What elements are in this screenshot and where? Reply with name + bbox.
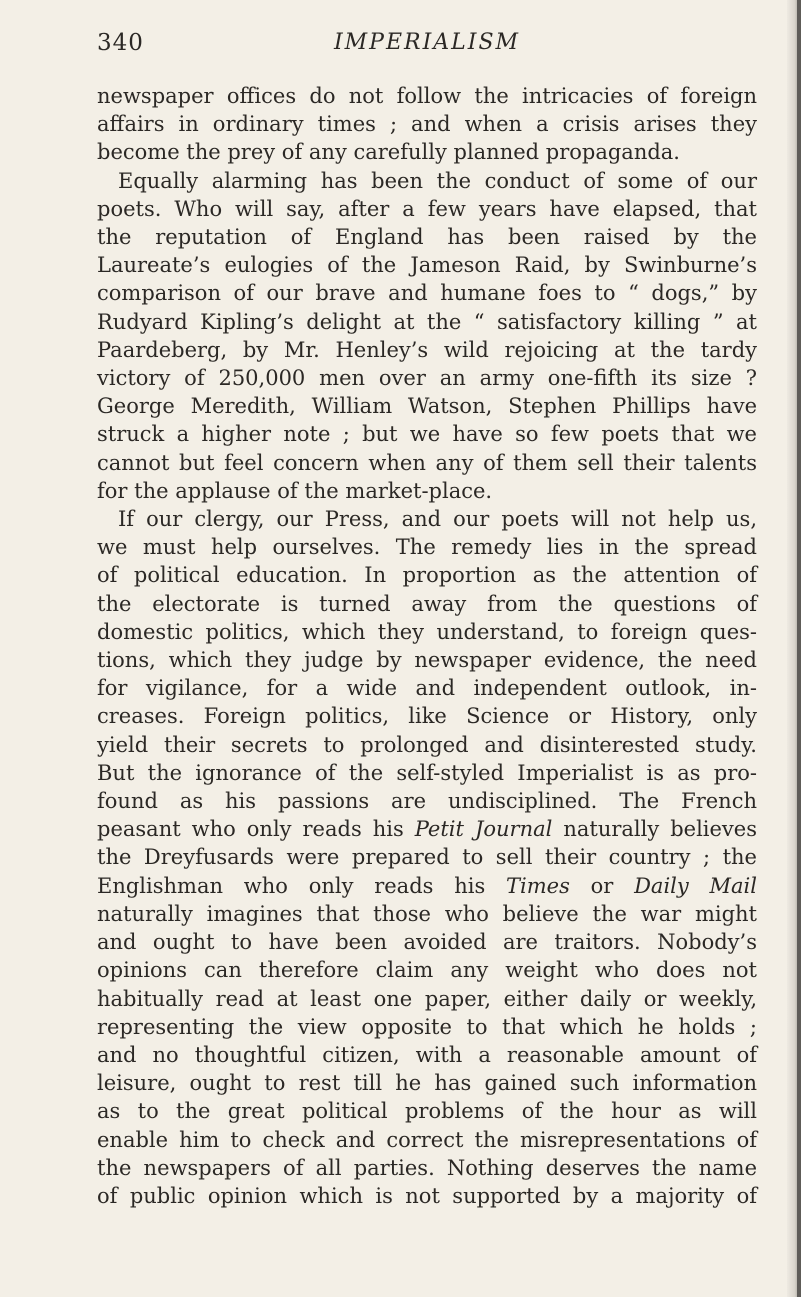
text-line: creases. Foreign politics, like Science or History, only — [97, 704, 757, 729]
text-line: comparison of our brave and humane foes to “ dogs,” by — [97, 281, 757, 306]
text-line: of public opinion which is not supported by a majority of — [97, 1183, 757, 1208]
text-line: Laureate’s eulogies of the Jameson Raid, by Swinburne’s — [97, 253, 757, 278]
text-line: and no thoughtful citizen, with a reasonable amount of — [97, 1042, 757, 1067]
italic-title: Petit Journal — [414, 817, 553, 842]
text-line: affairs in ordinary times ; and when a crisis arises they — [97, 112, 757, 137]
text-line: cannot but feel concern when any of them sell their talents — [97, 450, 757, 475]
text-segment: Englishman who only reads his — [97, 873, 506, 898]
text-line-with-italic — [97, 872, 757, 900]
text-line: poets. Who will say, after a few years have elapsed, that — [97, 196, 757, 221]
text-line: representing the view opposite to that which he holds ; — [97, 1014, 757, 1039]
text-line: yield their secrets to prolonged and disinterested study. — [97, 732, 757, 757]
text-line: domestic politics, which they understand, to foreign ques- — [97, 619, 757, 644]
body-text — [97, 82, 757, 1210]
text-line: George Meredith, William Watson, Stephen Phillips have — [97, 394, 757, 419]
text-segment: peasant who only reads his — [97, 817, 415, 842]
text-line: the newspapers of all parties. Nothing deserves the name — [97, 1155, 757, 1180]
paragraph-start-line: Equally alarming has been the conduct of some of our — [118, 168, 757, 193]
italic-title: Daily Mail — [634, 873, 757, 898]
text-line: opinions can therefore claim any weight who does not — [97, 958, 757, 983]
text-line: habitually read at least one paper, either daily or weekly, — [97, 986, 757, 1011]
text-line: naturally imagines that those who believe the war might — [97, 901, 757, 926]
text-line: for vigilance, for a wide and independent outlook, in- — [97, 676, 757, 701]
text-line: we must help ourselves. The remedy lies in the spread — [97, 535, 757, 560]
text-line: newspaper offices do not follow the intricacies of foreign — [97, 84, 757, 108]
text-line: found as his passions are undisciplined. The French — [97, 789, 757, 814]
text-line: of political education. In proportion as the attention of — [97, 563, 757, 588]
page-number: 340 — [97, 30, 144, 56]
text-segment: or — [569, 873, 635, 898]
text-line: become the prey of any carefully planned propaganda. — [97, 140, 680, 165]
text-line: for the applause of the market-place. — [97, 478, 493, 503]
text-line-with-italic — [97, 815, 757, 843]
text-line: But the ignorance of the self-styled Imperialist is as pro- — [97, 760, 757, 785]
running-head: IMPERIALISM — [333, 30, 521, 55]
text-line: Rudyard Kipling’s delight at the “ satisfactory killing ” at — [97, 309, 757, 334]
text-line: the reputation of England has been raised by the — [97, 225, 757, 250]
paragraph-start-line: If our clergy, our Press, and our poets will not help us, — [118, 507, 757, 532]
text-line: victory of 250,000 men over an army one-fifth its size ? — [97, 366, 757, 391]
text-line: as to the great political problems of the hour as will — [97, 1099, 757, 1124]
text-line: Paardeberg, by Mr. Henley’s wild rejoicing at the tardy — [97, 337, 757, 362]
italic-title: Times — [506, 873, 570, 898]
text-line: struck a higher note ; but we have so few poets that we — [97, 422, 757, 447]
text-line: the electorate is turned away from the questions of — [97, 591, 757, 616]
text-segment: naturally believes — [552, 817, 757, 842]
text-line: leisure, ought to rest till he has gained such information — [97, 1071, 757, 1096]
text-line: tions, which they judge by newspaper evidence, the need — [97, 648, 757, 673]
page-edge-binding — [797, 0, 801, 1297]
text-line: and ought to have been avoided are traitors. Nobody’s — [97, 930, 757, 955]
page-header — [97, 30, 757, 70]
text-line: enable him to check and correct the misrepresentations of — [97, 1127, 757, 1152]
text-line: the Dreyfusards were prepared to sell their country ; the — [97, 845, 757, 870]
